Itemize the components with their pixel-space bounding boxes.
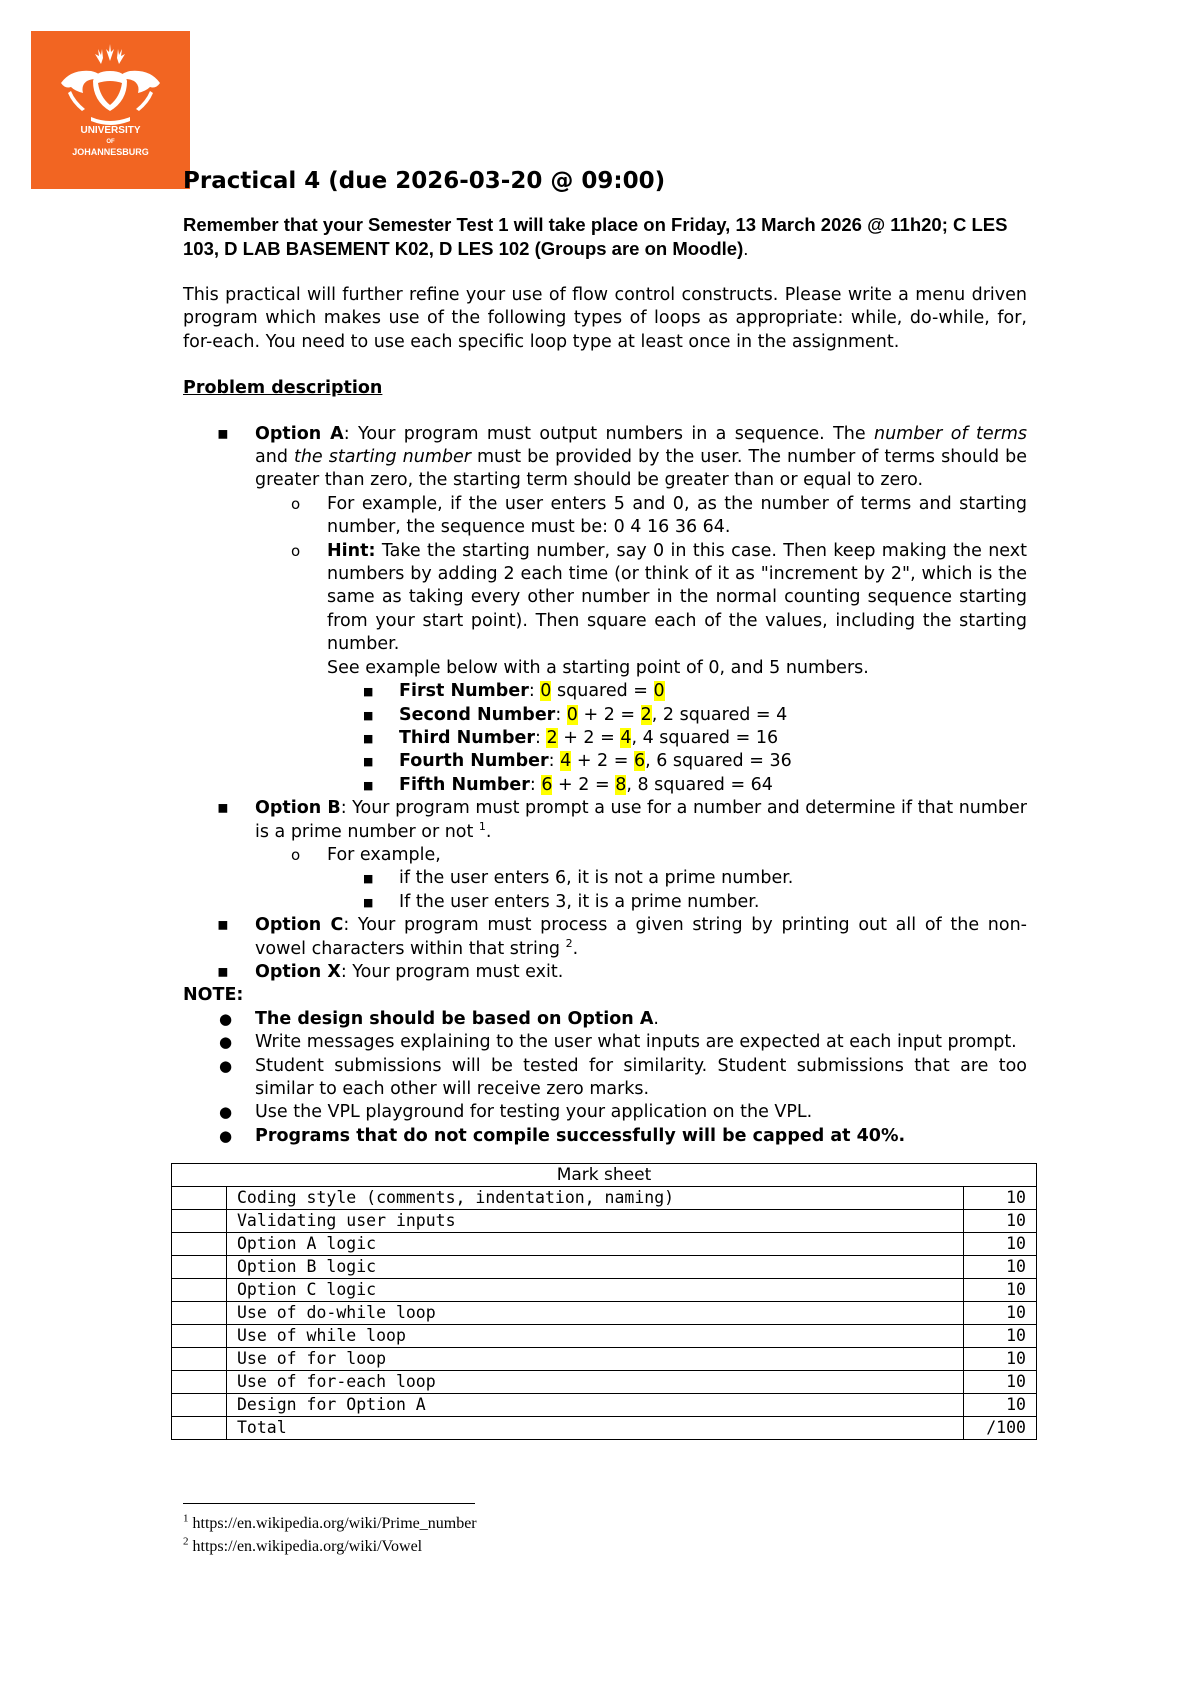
footnotes bbox=[183, 1512, 477, 1558]
options-list bbox=[183, 423, 1027, 985]
table-row: Option C logic 10 bbox=[172, 1279, 1037, 1302]
footnote-ref-2: 2 bbox=[565, 936, 573, 950]
note-heading: NOTE: bbox=[183, 985, 244, 1006]
dot-bullet-icon: ● bbox=[219, 1009, 233, 1028]
table-row: Validating user inputs 10 bbox=[172, 1210, 1037, 1233]
table-row: Option A logic 10 bbox=[172, 1233, 1037, 1256]
list-item-step: ■ Third Number: 2 + 2 = 4, 4 squared = 16 bbox=[327, 727, 1027, 750]
square-bullet-icon: ■ bbox=[363, 731, 374, 745]
square-bullet-icon: ■ bbox=[363, 755, 374, 769]
logo-line-3: JOHANNESBURG bbox=[72, 147, 149, 157]
logo-line-2: OF bbox=[106, 139, 115, 145]
list-item-option-c: ▪ Option C: Your program must process a given string by printing out all of the non-vowel characters within that string $^2$. bbox=[217, 915, 1027, 959]
note-item: ● Student submissions will be tested for similarity. Student submissions that are too similar to each other will receive zero marks. bbox=[219, 1055, 1027, 1099]
list-item-step: ■ Second Number: 0 + 2 = 2, 2 squared = 4 bbox=[327, 704, 1027, 727]
dot-bullet-icon: ● bbox=[219, 1056, 233, 1075]
bullet-icon: ▪ bbox=[217, 798, 229, 819]
page-title: Practical 4 (due 2026-03-20 @ 09:00) bbox=[183, 168, 666, 194]
table-row: Use of for-each loop 10 bbox=[172, 1371, 1037, 1394]
list-item-case: ■ if the user enters 6, it is not a prime number. bbox=[327, 867, 1027, 890]
notes-list bbox=[183, 1008, 1027, 1148]
list-item-step: ■ First Number: 0 squared = 0 bbox=[327, 680, 1027, 703]
table-row: Option B logic 10 bbox=[172, 1256, 1037, 1279]
note-item: ● Use the VPL playground for testing your application on the VPL. bbox=[183, 1101, 1027, 1124]
table-row: Use of do-while loop 10 bbox=[172, 1302, 1037, 1325]
table-row: Use of for loop 10 bbox=[172, 1348, 1037, 1371]
table-row: Use of while loop 10 bbox=[172, 1325, 1037, 1348]
bullet-icon: ▪ bbox=[217, 915, 229, 936]
dot-bullet-icon: ● bbox=[219, 1033, 233, 1052]
list-item-option-b: ▪ Option B: Your program must prompt a use for a number and determine if that number is a prime number or not $^1$. o For example, ■ if the user enters 6, it is not a prime number. ■ If the user enters 3, it is a prime number. bbox=[183, 797, 1027, 914]
bullet-icon: ▪ bbox=[217, 961, 229, 982]
list-item-option-a: ▪ Option A: Your program must output numbers in a sequence. The number of terms and the starting number must be provided by the user. The number of terms should be greater than zero, the starting term should be greater than or equal to zero. o For example, if the user enters 5 and 0, as the number of terms and starting number, the sequence must be: 0 4 16 36 64. o Hint: Take the starting number, say 0 in this case. Then keep making the next numbers by adding 2 each time (or think of it as "increment by 2", which is the same as taking every other number in the normal counting sequence starting from your start point). Then square each of the values, including the starting number. See example below with a starting point of 0, and 5 numbers. ■ First Number: 0 squared = 0 ■ Second Number: 0 + 2 = 2, 2 squared = 4 ■ Third Number: 2 + 2 = 4, 4 squared = 16 ■ Fourth Number: 4 + 2 = 6, 6 squared = 36 ■ Fifth Number: 6 + 2 = 8, 8 squared = 64 bbox=[183, 423, 1027, 798]
footnote-1: $^1$ https://en.wikipedia.org/wiki/Prime_number bbox=[183, 1512, 477, 1532]
square-bullet-icon: ■ bbox=[363, 708, 374, 722]
logo-line-1: UNIVERSITY bbox=[80, 125, 141, 136]
footnote-link-2[interactable]: https://en.wikipedia.org/wiki/Vowel bbox=[188, 1538, 423, 1555]
university-logo bbox=[31, 31, 190, 189]
list-item-example: o For example, if the user enters 5 and 0, as the number of terms and starting number, the sequence must be: 0 4 16 36 64. bbox=[291, 493, 1027, 538]
list-item-step: ■ Fifth Number: 6 + 2 = 8, 8 squared = 64 bbox=[327, 774, 1027, 797]
mark-sheet-title: Mark sheet bbox=[172, 1164, 1037, 1187]
square-bullet-icon: ■ bbox=[363, 872, 374, 886]
list-item-option-x: ▪ Option X: Your program must exit. bbox=[183, 961, 1027, 984]
document-body bbox=[183, 166, 1027, 1148]
footnote-divider bbox=[183, 1503, 475, 1504]
section-heading: Problem description bbox=[183, 378, 383, 399]
list-item-step: ■ Fourth Number: 4 + 2 = 6, 6 squared = 36 bbox=[327, 750, 1027, 773]
steps-list bbox=[327, 680, 1027, 797]
dot-bullet-icon: ● bbox=[219, 1126, 233, 1145]
footnote-link-1[interactable]: https://en.wikipedia.org/wiki/Prime_number bbox=[188, 1515, 477, 1532]
note-item: ● The design should be based on Option A. bbox=[183, 1008, 1027, 1031]
mark-sheet-table bbox=[171, 1163, 1037, 1440]
square-bullet-icon: ■ bbox=[363, 685, 374, 699]
circle-bullet-icon: o bbox=[291, 541, 301, 560]
list-item-case: ■ If the user enters 3, it is a prime number. bbox=[327, 891, 1027, 914]
square-bullet-icon: ■ bbox=[363, 895, 374, 909]
intro-paragraph: This practical will further refine your use of flow control constructs. Please write a menu driven program which makes use of the following types of loops as appropriate: while, do-while, for, for-each. You need to use each specific loop type at least once in the assignment. bbox=[183, 285, 1027, 352]
list-item-example: o For example, ■ if the user enters 6, it is not a prime number. ■ If the user enters 3, it is a prime number. bbox=[255, 844, 1027, 914]
table-row-total: Total /100 bbox=[172, 1417, 1037, 1440]
circle-bullet-icon: o bbox=[291, 845, 301, 864]
dot-bullet-icon: ● bbox=[219, 1103, 233, 1122]
bullet-icon: ▪ bbox=[217, 423, 229, 444]
note-item: ● Write messages explaining to the user what inputs are expected at each input prompt. bbox=[183, 1031, 1027, 1054]
circle-bullet-icon: o bbox=[291, 494, 301, 513]
square-bullet-icon: ■ bbox=[363, 778, 374, 792]
table-row: Design for Option A 10 bbox=[172, 1394, 1037, 1417]
list-item-hint: o Hint: Take the starting number, say 0 in this case. Then keep making the next numbers by adding 2 each time (or think of it as "increment by 2", which is the same as taking every other number in the normal counting sequence starting from your start point). Then square each of the values, including the starting number. See example below with a starting point of 0, and 5 numbers. ■ First Number: 0 squared = 0 ■ Second Number: 0 + 2 = 2, 2 squared = 4 ■ Third Number: 2 + 2 = 4, 4 squared = 16 ■ Fourth Number: 4 + 2 = 6, 6 squared = 36 ■ Fifth Number: 6 + 2 = 8, 8 squared = 64 bbox=[255, 540, 1027, 797]
test-reminder: Remember that your Semester Test 1 will take place on Friday, 13 March 2026 @ 11h20; C LES 103, D LAB BASEMENT K02, D LES 102 (Groups are on Moodle). bbox=[183, 214, 1008, 259]
footnote-2: $^2$ https://en.wikipedia.org/wiki/Vowel bbox=[183, 1535, 423, 1555]
table-row: Coding style (comments, indentation, naming) 10 bbox=[172, 1187, 1037, 1210]
footnote-ref-1: 1 bbox=[478, 819, 486, 833]
note-item: ● Programs that do not compile successfully will be capped at 40%. bbox=[183, 1125, 1027, 1148]
